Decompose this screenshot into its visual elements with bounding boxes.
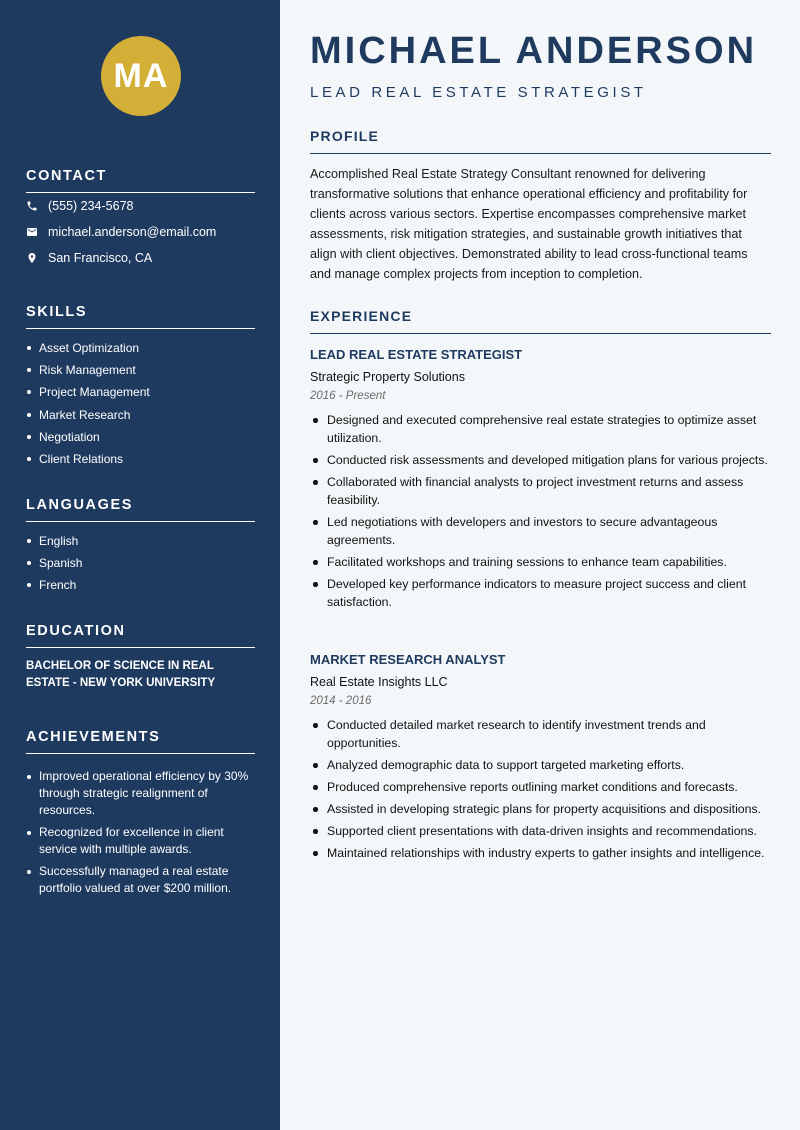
location-pin-icon — [26, 252, 38, 264]
achievement-item: Recognized for excellence in client service with multiple awards. — [26, 824, 255, 858]
education-heading: EDUCATION — [26, 623, 255, 648]
contact-phone — [26, 193, 255, 219]
education-degree: BACHELOR OF SCIENCE IN REAL ESTATE - NEW YORK UNIVERSITY — [26, 660, 216, 689]
email-icon — [26, 226, 38, 238]
experience-heading: EXPERIENCE — [310, 308, 771, 334]
skill-item: Asset Optimization — [26, 337, 255, 359]
job-bullet: Collaborated with financial analysts to project investment returns and assess feasibility. — [310, 473, 771, 509]
job-entry — [310, 347, 771, 615]
job-bullet: Conducted detailed market research to identify investment trends and opportunities. — [310, 716, 771, 752]
job-company: Strategic Property Solutions — [310, 370, 465, 384]
job-bullet: Designed and executed comprehensive real estate strategies to optimize asset utilization. — [310, 411, 771, 447]
profile-heading: PROFILE — [310, 128, 771, 154]
skills-section — [26, 304, 255, 470]
skills-heading: SKILLS — [26, 304, 255, 329]
job-bullet: Maintained relationships with industry experts to gather insights and intelligence. — [310, 844, 771, 862]
job-bullet: Produced comprehensive reports outlining market conditions and forecasts. — [310, 778, 771, 796]
languages-list — [26, 530, 255, 597]
skills-list — [26, 337, 255, 470]
sidebar — [0, 0, 280, 1130]
job-entry — [310, 652, 771, 866]
contact-location-text: San Francisco, CA — [48, 251, 153, 265]
profile-text: Accomplished Real Estate Strategy Consultant renowned for delivering transformative solutions that enhance operational efficiency and profitability for clients across various sectors. Expertise encompasses comprehensive market assessments, risk mitigation strategies, and sustainable growth initiatives that align with client objectives. Demonstrated ability to lead cross-functional teams and manage complex projects from inception to completion. — [310, 167, 748, 281]
job-dates: 2014 - 2016 — [310, 695, 372, 707]
profile-section — [310, 128, 771, 284]
job-bullet: Developed key performance indicators to measure project success and client satisfaction. — [310, 575, 771, 611]
achievement-item: Improved operational efficiency by 30% through strategic realignment of resources. — [26, 768, 255, 819]
education-section — [26, 623, 255, 692]
contact-email — [26, 219, 255, 245]
language-item: Spanish — [26, 552, 255, 574]
job-bullet: Assisted in developing strategic plans for property acquisitions and dispositions. — [310, 800, 771, 818]
job-bullet: Analyzed demographic data to support targeted marketing efforts. — [310, 756, 771, 774]
skill-item: Client Relations — [26, 448, 255, 470]
achievement-item: Successfully managed a real estate portfolio valued at over $200 million. — [26, 863, 255, 897]
avatar: MA — [101, 36, 181, 116]
language-item: French — [26, 574, 255, 596]
languages-section — [26, 497, 255, 597]
job-bullet: Conducted risk assessments and developed mitigation plans for various projects. — [310, 451, 771, 469]
skill-item: Risk Management — [26, 359, 255, 381]
phone-icon — [26, 200, 38, 212]
contact-phone-text: (555) 234-5678 — [48, 199, 134, 213]
skill-item: Market Research — [26, 404, 255, 426]
contact-location — [26, 245, 255, 271]
job-company: Real Estate Insights LLC — [310, 675, 448, 689]
job-role: LEAD REAL ESTATE STRATEGIST — [310, 347, 523, 362]
job-dates: 2016 - Present — [310, 390, 386, 402]
job-bullet: Supported client presentations with data-driven insights and recommendations. — [310, 822, 771, 840]
job-bullets — [310, 716, 771, 862]
skill-item: Project Management — [26, 381, 255, 403]
contact-heading: CONTACT — [26, 168, 255, 193]
languages-heading: LANGUAGES — [26, 497, 255, 522]
contact-section — [26, 168, 255, 271]
contact-email-text: michael.anderson@email.com — [48, 225, 217, 239]
achievements-section — [26, 729, 255, 902]
job-bullet: Facilitated workshops and training sessions to enhance team capabilities. — [310, 553, 771, 571]
job-role: MARKET RESEARCH ANALYST — [310, 652, 506, 667]
experience-section — [310, 308, 771, 334]
job-bullets — [310, 411, 771, 611]
language-item: English — [26, 530, 255, 552]
candidate-name: MICHAEL ANDERSON — [310, 30, 758, 72]
achievements-list — [26, 768, 255, 897]
job-bullet: Led negotiations with developers and investors to secure advantageous agreements. — [310, 513, 771, 549]
candidate-title: LEAD REAL ESTATE STRATEGIST — [310, 84, 647, 101]
achievements-heading: ACHIEVEMENTS — [26, 729, 255, 754]
skill-item: Negotiation — [26, 426, 255, 448]
